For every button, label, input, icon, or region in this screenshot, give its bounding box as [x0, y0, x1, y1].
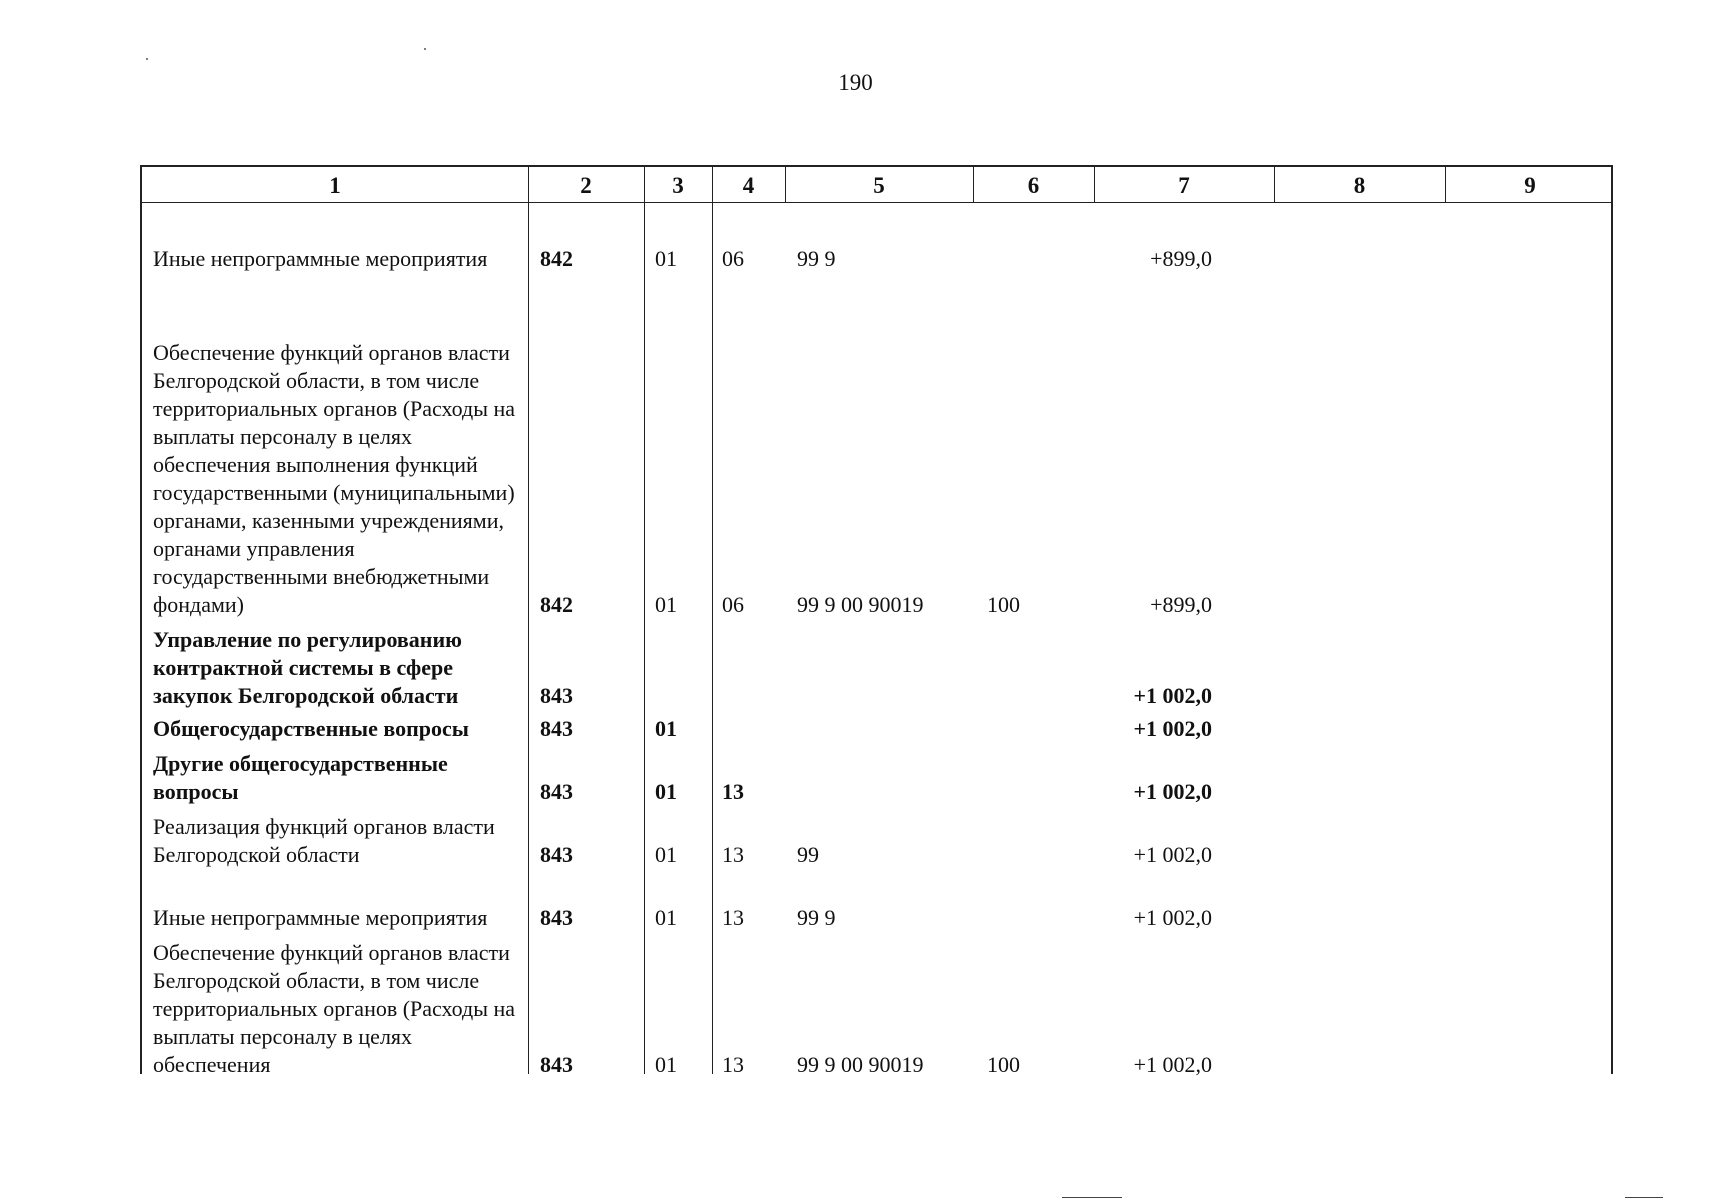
row-code-col3: 01 [655, 592, 677, 617]
row-code-col3: 01 [655, 779, 677, 804]
row-code-col3: 01 [655, 1052, 677, 1077]
row-description: Иные непрограммные мероприятия [153, 246, 488, 271]
row-code-col5: 99 9 00 90019 [797, 1052, 924, 1077]
row-code-col3: 01 [655, 716, 677, 741]
row-code-col2: 843 [540, 1052, 573, 1077]
row-code-col5: 99 9 [797, 246, 836, 271]
row-description: Управление по регулированию контрактной системы в сфере закупок Белгородской области [153, 627, 462, 708]
row-code-col2: 843 [540, 905, 573, 930]
row-description: Обеспечение функций органов власти Белгородской области, в том числе территориальных органов (Расходы на выплаты персоналу в целях обеспечения [153, 940, 516, 1077]
header-cell: 9 [1524, 173, 1536, 198]
table-row [142, 939, 1611, 1079]
row-amount: +1 002,0 [1133, 842, 1212, 867]
table-row [142, 876, 1611, 932]
header-cell: 4 [742, 173, 755, 198]
scan-speck [424, 48, 426, 50]
row-code-col5: 99 9 00 90019 [797, 592, 924, 617]
row-description: Обеспечение функций органов власти Белгородской области, в том числе территориальных органов (Расходы на выплаты персоналу в целях обеспечения выполнения функций государственными (муниципальными) органами, казенными учреждениями, органами управления государственными внебюджетными фондами) [153, 340, 516, 617]
row-description: Общегосударственные вопросы [153, 716, 469, 741]
row-code-col5: 99 9 [797, 905, 836, 930]
table-row [142, 283, 1611, 619]
row-code-col4: 13 [722, 779, 744, 804]
row-amount: +1 002,0 [1133, 716, 1212, 741]
header-cell: 5 [873, 173, 885, 198]
table-row [142, 750, 1611, 806]
budget-table [140, 165, 1613, 1077]
row-amount: +899,0 [1150, 246, 1212, 271]
header-cell: 3 [672, 173, 684, 198]
table-row [142, 715, 1611, 743]
row-amount: +1 002,0 [1133, 1052, 1212, 1077]
row-code-col2: 843 [540, 683, 573, 708]
header-cell: 8 [1353, 173, 1366, 198]
header-cell: 1 [329, 173, 341, 198]
header-cell: 7 [1178, 173, 1190, 198]
table-row [142, 626, 1611, 710]
table-row [142, 813, 1611, 869]
row-code-col2: 842 [540, 246, 573, 271]
header-cell: 6 [1027, 173, 1040, 198]
row-code-col3: 01 [655, 842, 677, 867]
row-description: Другие общегосударственные вопросы [153, 751, 448, 804]
page-number: 190 [838, 70, 873, 95]
row-code-col4: 06 [722, 246, 744, 271]
row-code-col4: 06 [722, 592, 744, 617]
row-code-col2: 843 [540, 779, 573, 804]
row-code-col2: 843 [540, 842, 573, 867]
row-description: Иные непрограммные мероприятия [153, 905, 488, 930]
scan-line [1062, 1197, 1122, 1198]
row-code-col4: 13 [722, 842, 744, 867]
row-amount: +899,0 [1150, 592, 1212, 617]
header-cell: 2 [580, 173, 592, 198]
row-code-col3: 01 [655, 246, 677, 271]
row-code-col6: 100 [987, 592, 1020, 617]
scan-line [1625, 1197, 1663, 1198]
row-description: Реализация функций органов власти Белгородской области [153, 814, 495, 867]
row-code-col4: 13 [722, 905, 744, 930]
row-amount: +1 002,0 [1133, 779, 1212, 804]
row-code-col2: 842 [540, 592, 573, 617]
row-code-col3: 01 [655, 905, 677, 930]
row-amount: +1 002,0 [1133, 683, 1212, 708]
header-rule [142, 202, 1611, 203]
row-code-col6: 100 [987, 1052, 1020, 1077]
scan-speck [146, 58, 148, 60]
table-row [142, 217, 1611, 273]
row-code-col5: 99 [797, 842, 819, 867]
row-code-col2: 843 [540, 716, 573, 741]
row-code-col4: 13 [722, 1052, 744, 1077]
row-amount: +1 002,0 [1133, 905, 1212, 930]
